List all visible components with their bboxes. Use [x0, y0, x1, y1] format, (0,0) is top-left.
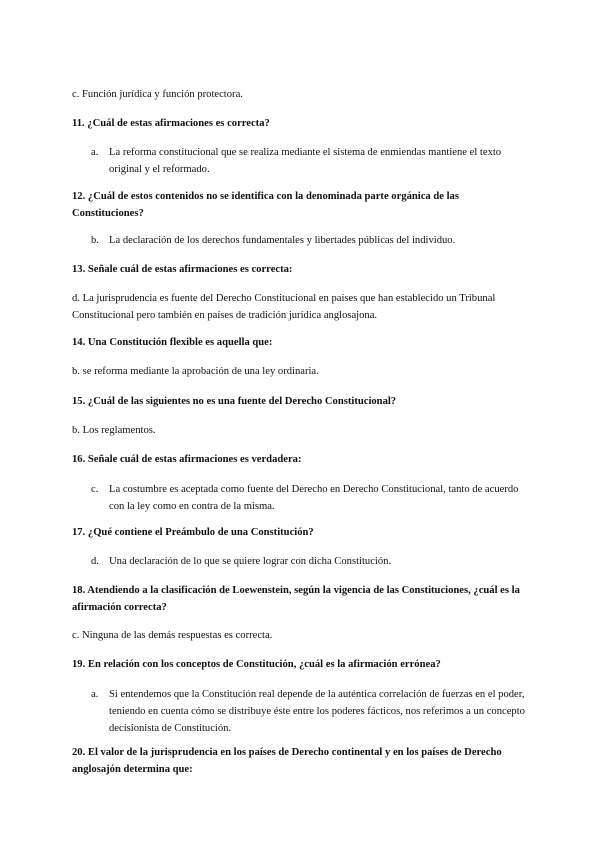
- answer-19-marker: a.: [91, 689, 99, 700]
- answer-11-text: La reforma constitucional que se realiza mediante el sistema de enmiendas mantiene el texto original y el reformado.: [109, 147, 502, 175]
- question-12: 12. ¿Cuál de estos contenidos no se identifica con la denominada parte orgánica de las Constituciones?: [72, 191, 459, 219]
- question-16: 16. Señale cuál de estas afirmaciones es verdadera:: [72, 454, 302, 465]
- answer-12-marker: b.: [91, 235, 99, 246]
- question-18: 18. Atendiendo a la clasificación de Loewenstein, según la vigencia de las Constituciones, ¿cuál es la afirmación correcta?: [72, 585, 520, 613]
- answer-11-marker: a.: [91, 147, 99, 158]
- answer-10: c. Función jurídica y función protectora.: [72, 89, 243, 100]
- question-13: 13. Señale cuál de estas afirmaciones es correcta:: [72, 264, 293, 275]
- answer-13: d. La jurisprudencia es fuente del Derecho Constitucional en países que han establecido un Tribunal Constitucional pero también en países de tradición jurídica anglosajona.: [72, 293, 496, 321]
- answer-16: [91, 481, 531, 515]
- question-11: 11. ¿Cuál de estas afirmaciones es correcta?: [72, 118, 270, 129]
- answer-19: [91, 686, 531, 737]
- question-15: 15. ¿Cuál de las siguientes no es una fuente del Derecho Constitucional?: [72, 396, 397, 407]
- question-19: 19. En relación con los conceptos de Constitución, ¿cuál es la afirmación errónea?: [72, 659, 441, 670]
- answer-16-marker: c.: [91, 484, 99, 495]
- answer-11: [91, 144, 531, 178]
- answer-12: [91, 232, 531, 249]
- question-20: 20. El valor de la jurisprudencia en los países de Derecho continental y en los países de Derecho anglosajón determina que:: [72, 747, 502, 775]
- answer-17-text: Una declaración de lo que se quiere lograr con dicha Constitución.: [109, 556, 392, 567]
- answer-17: [91, 553, 531, 570]
- answer-12-text: La declaración de los derechos fundamentales y libertades públicas del individuo.: [109, 235, 456, 246]
- answer-17-marker: d.: [91, 556, 99, 567]
- question-14: 14. Una Constitución flexible es aquella que:: [72, 337, 273, 348]
- answer-18: c. Ninguna de las demás respuestas es correcta.: [72, 630, 273, 641]
- answer-14: b. se reforma mediante la aprobación de una ley ordinaria.: [72, 366, 319, 377]
- answer-19-text: Si entendemos que la Constitución real depende de la auténtica correlación de fuerzas en el poder, teniendo en cuenta cómo se distribuye éste entre los poderes fácticos, nos referimos a un concepto decisionista de Constitución.: [109, 689, 525, 734]
- question-17: 17. ¿Qué contiene el Preámbulo de una Constitución?: [72, 527, 314, 538]
- answer-16-text: La costumbre es aceptada como fuente del Derecho en Derecho Constitucional, tanto de acuerdo con la ley como en contra de la misma.: [109, 484, 519, 512]
- answer-15: b. Los reglamentos.: [72, 425, 156, 436]
